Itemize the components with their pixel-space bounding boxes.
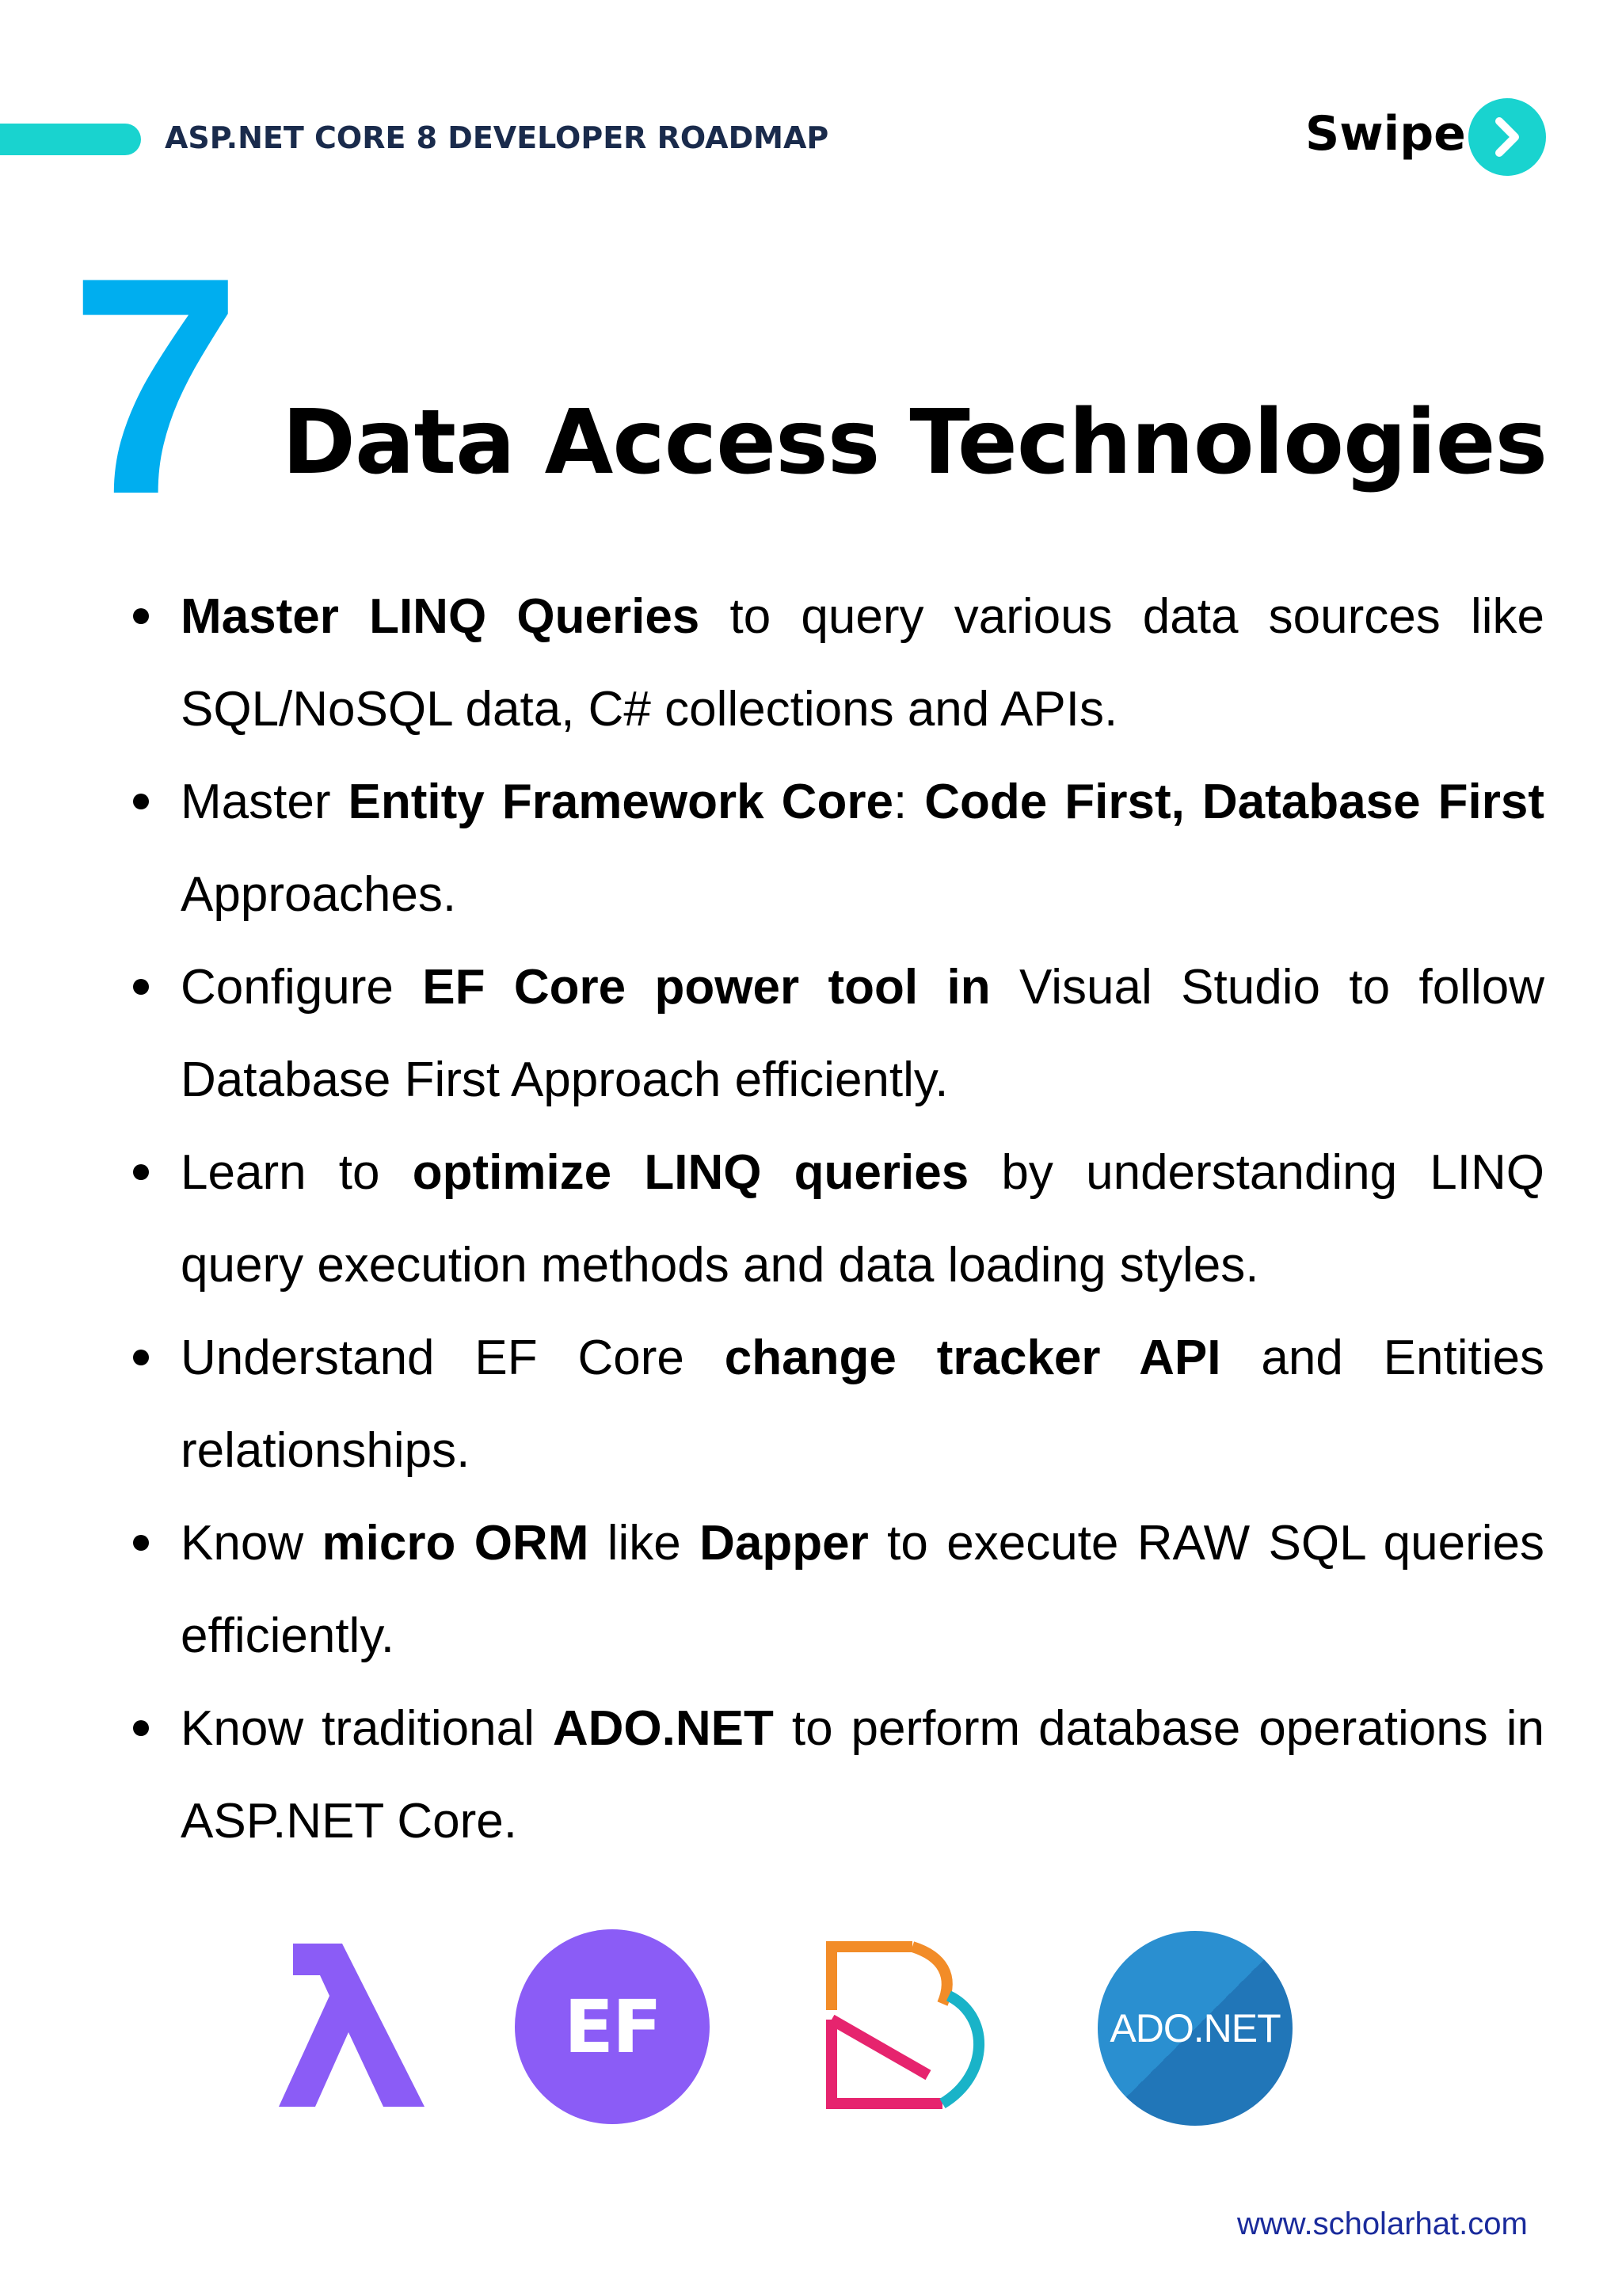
ado-net-logo xyxy=(1098,1931,1293,2126)
bullet-text: : xyxy=(893,775,925,829)
section-title: Data Access Technologies xyxy=(282,391,1548,494)
ado-logo-label: ADO.NET xyxy=(1110,2006,1281,2050)
ef-logo-label: EF xyxy=(564,1984,661,2069)
bullet-emphasis: Master LINQ Queries xyxy=(181,589,700,644)
bullet-emphasis: optimize LINQ queries xyxy=(412,1145,969,1200)
website-link[interactable]: www.scholarhat.com xyxy=(1237,2207,1528,2241)
header-accent-bar xyxy=(0,124,141,155)
bullet-list xyxy=(181,570,1544,1868)
swipe-button[interactable] xyxy=(1468,98,1546,176)
bullet-text: Configure xyxy=(181,960,423,1015)
bullet-emphasis: Entity Framework Core xyxy=(348,775,893,829)
chevron-right-icon xyxy=(1491,116,1523,158)
swipe-label: Swipe xyxy=(1305,106,1466,162)
bullet-emphasis: micro ORM xyxy=(322,1516,589,1571)
ef-core-logo xyxy=(515,1929,710,2124)
bullet-emphasis: ADO.NET xyxy=(552,1701,774,1756)
bullet-emphasis: EF Core power tool in xyxy=(422,960,991,1015)
bullet-item xyxy=(181,1682,1544,1868)
bullet-text: Master xyxy=(181,775,348,829)
section-number: 7 xyxy=(70,213,242,558)
bullet-text: to query various data sources like SQL/NoSQL data, C# collections and APIs. xyxy=(181,589,1544,737)
bullet-item xyxy=(181,756,1544,941)
bullet-item xyxy=(181,570,1544,756)
bullet-item xyxy=(181,1497,1544,1682)
lambda-icon xyxy=(279,1944,425,2107)
bullet-text: like xyxy=(588,1516,700,1571)
bullet-text: Learn to xyxy=(181,1145,413,1200)
bullet-text: Know traditional xyxy=(181,1701,553,1756)
dapper-icon xyxy=(824,1940,987,2110)
bullet-emphasis: Code First, Database First xyxy=(924,775,1545,829)
bullet-text: and Entities relationships. xyxy=(181,1331,1544,1478)
bullet-text: Visual Studio to follow Database First Approach efficiently. xyxy=(181,960,1544,1107)
logo-row xyxy=(0,1925,1622,2130)
bullet-text: by understanding LINQ query execution methods and data loading styles. xyxy=(181,1145,1545,1293)
bullet-text: to execute RAW SQL queries efficiently. xyxy=(181,1516,1544,1663)
bullet-text: to perform database operations in ASP.NET Core. xyxy=(181,1701,1544,1849)
bullet-item xyxy=(181,1312,1544,1497)
bullet-text: Know xyxy=(181,1516,322,1571)
bullet-item xyxy=(181,941,1544,1126)
header-title: ASP.NET CORE 8 DEVELOPER ROADMAP xyxy=(165,120,829,155)
bullet-item xyxy=(181,1126,1544,1312)
bullet-text: Understand EF Core xyxy=(181,1331,725,1385)
bullet-emphasis: Dapper xyxy=(699,1516,869,1571)
bullet-text: Approaches. xyxy=(181,867,457,922)
bullet-emphasis: change tracker API xyxy=(724,1331,1221,1385)
